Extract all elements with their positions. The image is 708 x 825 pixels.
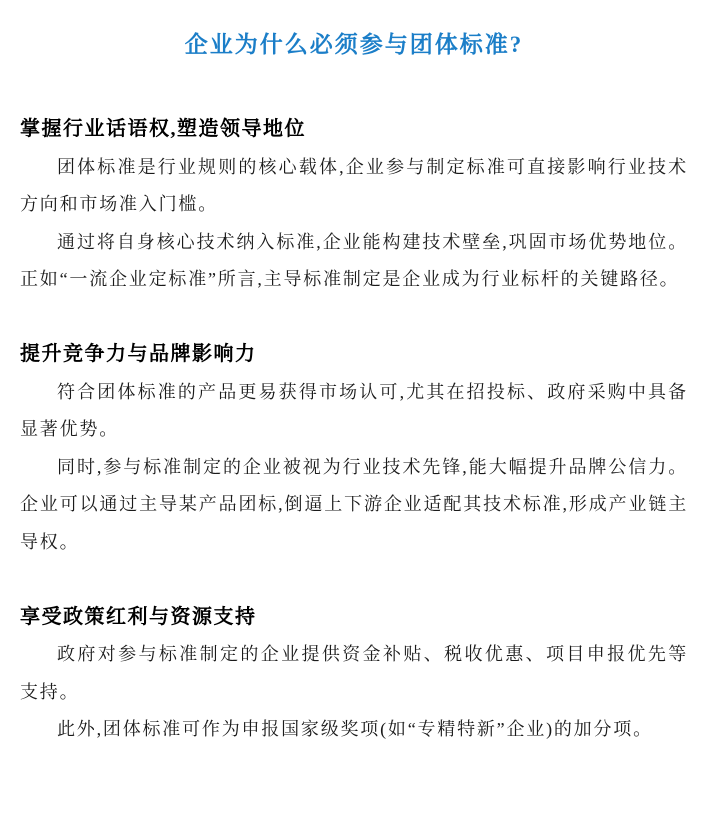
paragraph: 此外,团体标准可作为申报国家级奖项(如“专精特新”企业)的加分项。 (57, 719, 653, 739)
section-industry-voice (20, 111, 688, 299)
section-policy-benefits (20, 599, 688, 749)
section-heading: 掌握行业话语权,塑造领导地位 (20, 118, 306, 140)
paragraph: 通过将自身核心技术纳入标准,企业能构建技术壁垒,巩固市场优势地位。正如“一流企业定标准”所言,主导标准制定是企业成为行业标杆的关键路径。 (20, 231, 688, 289)
paragraph: 团体标准是行业规则的核心载体,企业参与制定标准可直接影响行业技术方向和市场准入门槛。 (20, 156, 688, 214)
section-heading: 提升竞争力与品牌影响力 (20, 343, 257, 365)
section-heading: 享受政策红利与资源支持 (20, 605, 257, 628)
document-title: 企业为什么必须参与团体标准? (184, 32, 524, 57)
section-competitiveness (20, 336, 688, 561)
paragraph: 政府对参与标准制定的企业提供资金补贴、税收优惠、项目申报优先等支持。 (20, 644, 688, 702)
paragraph: 同时,参与标准制定的企业被视为行业技术先锋,能大幅提升品牌公信力。企业可以通过主导某产品团标,倒逼上下游企业适配其技术标准,形成产业链主导权。 (20, 456, 688, 552)
paragraph: 符合团体标准的产品更易获得市场认可,尤其在招投标、政府采购中具备显著优势。 (20, 381, 688, 439)
